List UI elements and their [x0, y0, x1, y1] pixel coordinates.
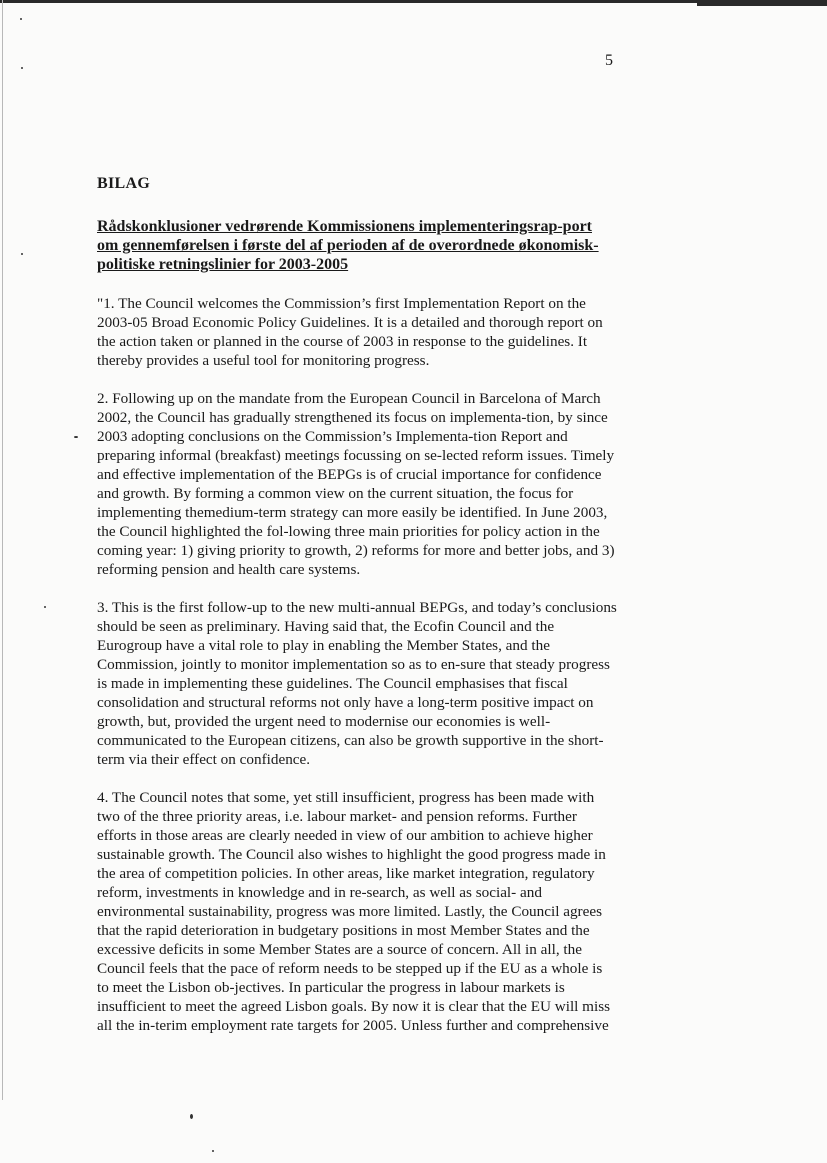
scan-speck — [190, 1114, 193, 1119]
document-heading: Rådskonklusioner vedrørende Kommissionens implementeringsrap-port om gennemførelsen i første del af perioden af de overordnede økonomisk-politiske retningslinier for 2003-2005 — [97, 218, 599, 273]
scan-left-border — [2, 0, 3, 1100]
scan-speck — [74, 436, 78, 438]
scan-speck — [21, 253, 23, 255]
scan-speck — [44, 606, 46, 608]
paragraph-4: 4. The Council notes that some, yet still insufficient, progress has been made with two of the three priority areas, i.e. labour market- and pension reforms. Further efforts in those areas are clearly needed in view of our ambition to achieve higher sustainable growth. The Council also wishes to highlight the good progress made in the area of competition policies. In other areas, like market integration, regulatory reform, investments in knowledge and in re-search, as well as social- and environmental sustainability, progress was more limited. Lastly, the Council agrees that the rapid deterioration in budgetary positions in most Member States and the excessive deficits in some Member States are a source of concern. All in all, the Council feels that the pace of reform needs to be stepped up if the EU as a whole is to meet the Lisbon ob-jectives. In particular the progress in labour markets is insufficient to meet the agreed Lisbon goals. By now it is clear that the EU will miss all the in-terim employment rate targets for 2005. Unless further and comprehensive — [97, 789, 611, 1034]
section-label: BILAG — [97, 175, 151, 192]
paragraph-1: "1. The Council welcomes the Commission’s first Implementation Report on the 2003-05 Broad Economic Policy Guidelines. It is a detailed and thorough report on the action taken or planned in the course of 2003 in response to the guidelines. It thereby provides a useful tool for monitoring progress. — [97, 295, 603, 369]
scan-top-border — [0, 0, 827, 3]
scan-speck — [21, 67, 23, 69]
scan-speck — [20, 18, 22, 20]
page-number: 5 — [605, 52, 613, 69]
paragraph-2: 2. Following up on the mandate from the European Council in Barcelona of March 2002, the Council has gradually strengthened its focus on implementa-tion, by since 2003 adopting conclusions on the Commission’s Implementa-tion Report and preparing informal (breakfast) meetings focussing on se-lected reform issues. Timely and effective implementation of the BEPGs is of crucial importance for confidence and growth. By forming a common view on the current situation, the focus for implementing themedium-term strategy can more easily be identified. In June 2003, the Council highlighted the fol-lowing three main priorities for policy action in the coming year: 1) giving priority to growth, 2) reforms for more and better jobs, and 3) reforming pension and health care systems. — [97, 390, 615, 578]
paragraph-3: 3. This is the first follow-up to the new multi-annual BEPGs, and today’s conclusions should be seen as preliminary. Having said that, the Ecofin Council and the Eurogroup have a vital role to play in enabling the Member States, and the Commission, jointly to monitor implementation so as to en-sure that steady progress is made in implementing these guidelines. The Council emphasises that fiscal consolidation and structural reforms not only have a long-term positive impact on growth, but, provided the urgent need to modernise our economies is well-communicated to the European citizens, can also be growth supportive in the short-term via their effect on confidence. — [97, 599, 617, 768]
scan-speck — [212, 1150, 214, 1152]
document-body — [97, 294, 617, 1054]
